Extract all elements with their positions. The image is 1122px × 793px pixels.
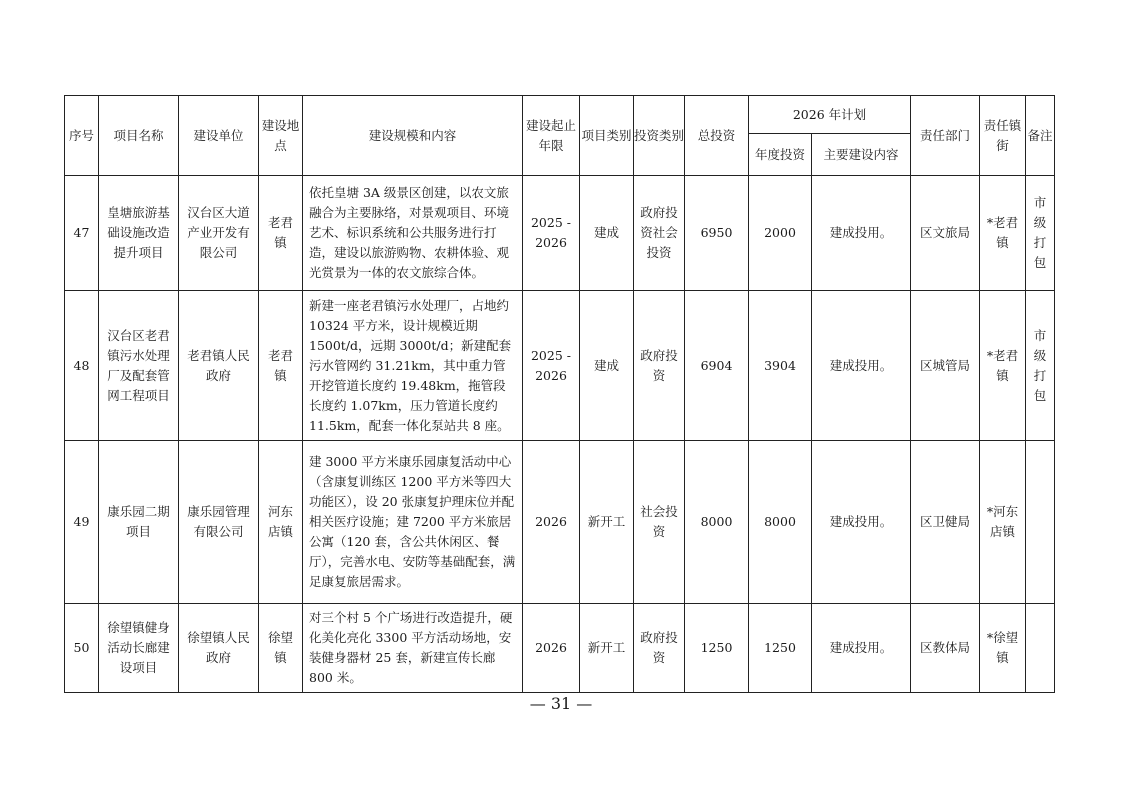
cell-total: 8000	[685, 441, 749, 604]
cell-dept: 区城管局	[911, 291, 980, 441]
cell-main-content: 建成投用。	[812, 176, 911, 291]
header-location: 建设地点	[259, 96, 303, 176]
cell-period: 2025 - 2026	[523, 176, 580, 291]
header-seq: 序号	[65, 96, 99, 176]
cell-street: *徐望镇	[980, 604, 1026, 693]
cell-seq: 50	[65, 604, 99, 693]
header-scale: 建设规模和内容	[303, 96, 523, 176]
cell-category: 新开工	[580, 604, 634, 693]
table-row	[65, 441, 1055, 604]
header-note: 备注	[1026, 96, 1055, 176]
cell-note: 市级打包	[1026, 176, 1055, 291]
header-category: 项目类别	[580, 96, 634, 176]
cell-location: 河东店镇	[259, 441, 303, 604]
cell-total: 6904	[685, 291, 749, 441]
cell-period: 2026	[523, 441, 580, 604]
header-dept: 责任部门	[911, 96, 980, 176]
cell-main-content: 建成投用。	[812, 441, 911, 604]
cell-note	[1026, 441, 1055, 604]
cell-main-content: 建成投用。	[812, 604, 911, 693]
cell-location: 老君镇	[259, 291, 303, 441]
page-number: — 31 —	[529, 694, 593, 713]
cell-dept: 区文旅局	[911, 176, 980, 291]
header-annual: 年度投资	[749, 134, 812, 176]
header-plan-group: 2026 年计划	[749, 96, 911, 134]
cell-total: 6950	[685, 176, 749, 291]
cell-location: 徐望镇	[259, 604, 303, 693]
header-main-content: 主要建设内容	[812, 134, 911, 176]
cell-seq: 47	[65, 176, 99, 291]
cell-street: *老君镇	[980, 176, 1026, 291]
cell-invest-type: 社会投资	[634, 441, 685, 604]
cell-scale: 对三个村 5 个广场进行改造提升，硬化美化亮化 3300 平方活动场地，安装健身器材 25 套，新建宣传长廊 800 米。	[303, 604, 523, 693]
cell-annual: 2000	[749, 176, 812, 291]
cell-total: 1250	[685, 604, 749, 693]
table-row	[65, 291, 1055, 441]
table-row	[65, 176, 1055, 291]
project-table	[64, 95, 1055, 693]
cell-annual: 3904	[749, 291, 812, 441]
cell-unit: 康乐园管理有限公司	[179, 441, 259, 604]
cell-invest-type: 政府投资社会投资	[634, 176, 685, 291]
cell-period: 2026	[523, 604, 580, 693]
cell-unit: 汉台区大道产业开发有限公司	[179, 176, 259, 291]
cell-scale: 依托皇塘 3A 级景区创建，以农文旅融合为主要脉络，对景观项目、环境艺术、标识系统和公共服务进行打造，建设以旅游购物、农耕体验、观光赏景为一体的农文旅综合体。	[303, 176, 523, 291]
cell-invest-type: 政府投资	[634, 604, 685, 693]
cell-unit: 老君镇人民政府	[179, 291, 259, 441]
cell-note: 市级打包	[1026, 291, 1055, 441]
header-name: 项目名称	[99, 96, 179, 176]
cell-unit: 徐望镇人民政府	[179, 604, 259, 693]
cell-location: 老君镇	[259, 176, 303, 291]
cell-invest-type: 政府投资	[634, 291, 685, 441]
cell-seq: 49	[65, 441, 99, 604]
header-total: 总投资	[685, 96, 749, 176]
header-street: 责任镇街	[980, 96, 1026, 176]
cell-scale: 建 3000 平方米康乐园康复活动中心（含康复训练区 1200 平方米等四大功能区），设 20 张康复护理床位并配相关医疗设施；建 7200 平方米旅居公寓（120 套，含公共休闲区、餐厅），完善水电、安防等基础配套，满足康复旅居需求。	[303, 441, 523, 604]
table-header-row	[65, 96, 1055, 134]
cell-annual: 8000	[749, 441, 812, 604]
cell-dept: 区卫健局	[911, 441, 980, 604]
cell-street: *河东店镇	[980, 441, 1026, 604]
cell-annual: 1250	[749, 604, 812, 693]
cell-dept: 区教体局	[911, 604, 980, 693]
header-period: 建设起止年限	[523, 96, 580, 176]
cell-name: 汉台区老君镇污水处理厂及配套管网工程项目	[99, 291, 179, 441]
cell-seq: 48	[65, 291, 99, 441]
cell-name: 皇塘旅游基础设施改造提升项目	[99, 176, 179, 291]
cell-note	[1026, 604, 1055, 693]
cell-street: *老君镇	[980, 291, 1026, 441]
cell-period: 2025 - 2026	[523, 291, 580, 441]
cell-main-content: 建成投用。	[812, 291, 911, 441]
cell-category: 新开工	[580, 441, 634, 604]
cell-category: 建成	[580, 291, 634, 441]
cell-name: 徐望镇健身活动长廊建设项目	[99, 604, 179, 693]
cell-category: 建成	[580, 176, 634, 291]
header-unit: 建设单位	[179, 96, 259, 176]
table-row	[65, 604, 1055, 693]
cell-name: 康乐园二期项目	[99, 441, 179, 604]
header-invest-type: 投资类别	[634, 96, 685, 176]
cell-scale: 新建一座老君镇污水处理厂，占地约 10324 平方米，设计规模近期 1500t/d，远期 3000t/d；新建配套污水管网约 31.21km，其中重力管开挖管道长度约 19.48km，拖管段长度约 1.07km，压力管道长度约 11.5km，配套一体化泵站共 8 座。	[303, 291, 523, 441]
